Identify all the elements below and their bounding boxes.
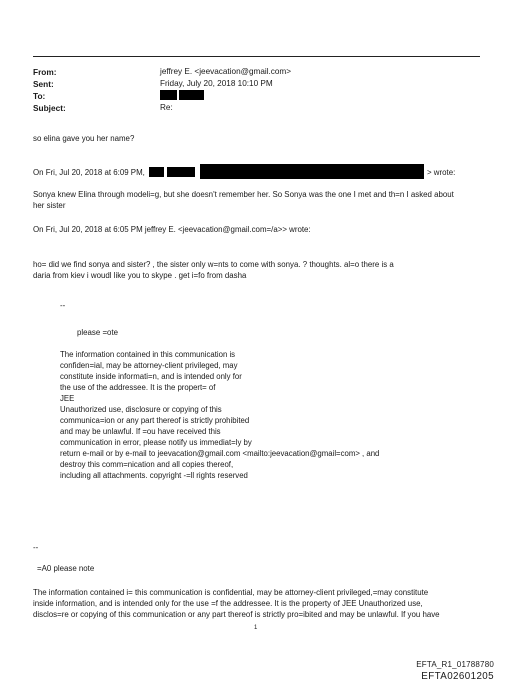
sent-value: Friday, July 20, 2018 10:10 PM: [160, 79, 273, 88]
disclaimer-1-line: communication in error, please notify us immediat=ly by: [60, 438, 252, 447]
disclaimer-1-line: including all attachments. copyright -=ll rights reserved: [60, 471, 248, 480]
disclaimer-1-line: and may be unlawful. If =ou have received this: [60, 427, 221, 436]
page-number: 1: [254, 625, 258, 631]
disclaimer-1-line: constitute inside informati=n, and is intended only for: [60, 372, 242, 381]
body-line-1: so elina gave you her name?: [33, 134, 135, 143]
bates-number-1: EFTA_R1_01788780: [416, 660, 494, 669]
sent-label: Sent:: [33, 79, 54, 89]
message-line-1: ho= did we find sonya and sister? , the sister only w=nts to come with sonya. ? thoughts. al=o there is a: [33, 260, 394, 269]
quote-1-suffix: > wrote:: [427, 168, 456, 177]
redaction-to-2: [179, 90, 204, 100]
disclaimer-2-line: disclos=re or copying of this communication or any part thereof is strictly pro=ibited and may be unlawful. If you have: [33, 610, 440, 619]
bates-number-2: EFTA02601205: [421, 671, 494, 682]
disclaimer-1-line: destroy this comm=nication and all copies thereof,: [60, 460, 234, 469]
redaction-quote-1b: [167, 167, 195, 177]
disclaimer-1-line: The information contained in this communication is: [60, 350, 236, 359]
disclaimer-2-line: The information contained i= this communication is confidential, may be attorney-client privileged,=may constitute: [33, 588, 429, 597]
header-divider: [33, 56, 480, 57]
reply-1-line-1: Sonya knew Elina through modeli=g, but she doesn't remember her. So Sonya was the one I met and th=n I asked about: [33, 190, 454, 199]
to-label: To:: [33, 91, 46, 101]
redaction-quote-1c: [200, 164, 424, 179]
disclaimer-1-line: return e-mail or by e-mail to jeevacation@gmail.com <mailto:jeevacation@gmail=com> , and: [60, 449, 380, 458]
separator-2: --: [33, 543, 39, 552]
please-note-1: please =ote: [77, 328, 119, 337]
from-value: jeffrey E. <jeevacation@gmail.com>: [160, 67, 292, 76]
reply-1-line-2: her sister: [33, 201, 66, 210]
disclaimer-1-line: Unauthorized use, disclosure or copying of this: [60, 405, 222, 414]
quote-2: On Fri, Jul 20, 2018 at 6:05 PM jeffrey E. <jeevacation@gmail.com=/a>> wrote:: [33, 225, 311, 234]
redaction-to-1: [160, 90, 177, 100]
from-label: From:: [33, 67, 57, 77]
disclaimer-1-line: confiden=ial, may be attorney-client privileged, may: [60, 361, 238, 370]
quote-1-prefix: On Fri, Jul 20, 2018 at 6:09 PM,: [33, 168, 145, 177]
disclaimer-1-line: JEE: [60, 394, 75, 403]
separator-1: --: [60, 301, 66, 310]
message-line-2: daria from kiev i woudl like you to skype . get i=fo from dasha: [33, 271, 247, 280]
redaction-quote-1a: [149, 167, 164, 177]
disclaimer-1-line: the use of the addressee. It is the propert= of: [60, 383, 216, 392]
disclaimer-2-line: inside information, and is intended only for the use =f the addressee. It is the property of JEE Unauthorized use,: [33, 599, 423, 608]
disclaimer-1-line: communica=ion or any part thereof is strictly prohibited: [60, 416, 250, 425]
subject-label: Subject:: [33, 103, 66, 113]
please-note-2: =A0 please note: [37, 564, 95, 573]
subject-value: Re:: [160, 103, 173, 112]
